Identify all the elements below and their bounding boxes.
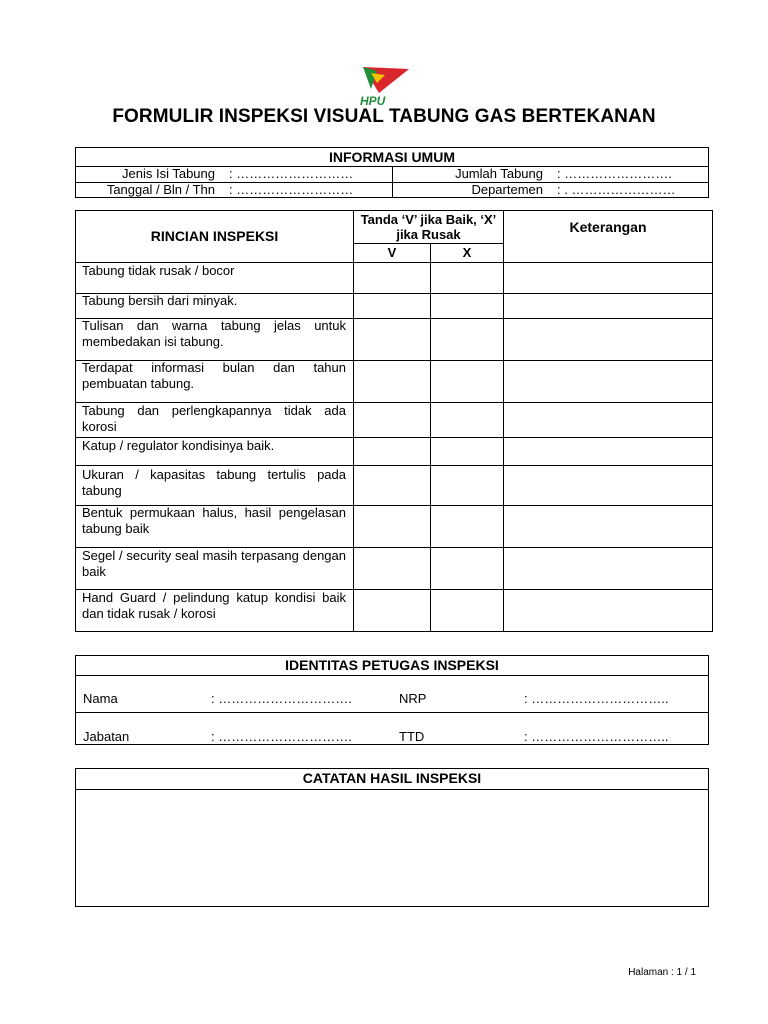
v-column-header: V [387,245,397,260]
ttd-field[interactable]: : ………………………….. [524,729,669,744]
inspection-item: Terdapat informasi bulan dan tahun pembuatan tabung. [82,360,346,391]
inspection-item: Tabung tidak rusak / bocor [82,263,235,278]
inspection-item: Ukuran / kapasitas tabung tertulis pada tabung [82,467,346,498]
inspection-item: Katup / regulator kondisinya baik. [82,438,275,453]
general-info-header: INFORMASI UMUM [329,149,455,165]
inspection-item: Hand Guard / pelindung katup kondisi baik dan tidak rusak / korosi [82,590,346,621]
inspection-item: Segel / security seal masih terpasang dengan baik [82,548,346,579]
mark-column-header: Tanda ‘V’ jika Baik, ‘X’ jika Rusak [360,212,497,242]
quantity-label: Jumlah Tabung [455,166,543,181]
note-column-header: Keterangan [569,219,647,235]
ttd-label: TTD [399,729,425,744]
inspector-header: IDENTITAS PETUGAS INSPEKSI [285,657,499,673]
date-label: Tanggal / Bln / Thn [106,182,215,197]
notes-section [75,768,709,907]
name-label: Nama [83,691,118,706]
inspection-item: Tabung bersih dari minyak. [82,293,238,308]
position-label: Jabatan [83,729,130,744]
company-logo [357,63,413,107]
type-field[interactable]: : ……………………… [229,166,354,181]
type-label: Jenis Isi Tabung [122,166,215,181]
department-field[interactable]: : . …………………… [557,182,676,197]
notes-area[interactable] [76,790,708,905]
department-label: Departemen [471,182,543,197]
inspector-section [75,655,709,745]
nrp-field[interactable]: : ………………………….. [524,691,669,706]
inspection-item: Bentuk permukaan halus, hasil pengelasan tabung baik [82,505,346,536]
name-field[interactable]: : …………………………. [211,691,352,706]
page-number: Halaman : 1 / 1 [628,967,696,978]
notes-header: CATATAN HASIL INSPEKSI [302,770,482,786]
date-field[interactable]: : ……………………… [229,182,354,197]
inspection-item: Tulisan dan warna tabung jelas untuk membedakan isi tabung. [82,318,346,349]
position-field[interactable]: : …………………………. [211,729,352,744]
inspection-item: Tabung dan perlengkapannya tidak ada korosi [82,403,346,434]
quantity-field[interactable]: : ……………………. [557,166,672,181]
logo-text: HPU [360,94,386,107]
form-title: FORMULIR INSPEKSI VISUAL TABUNG GAS BERTEKANAN [112,106,656,127]
nrp-label: NRP [399,691,427,706]
detail-column-header: RINCIAN INSPEKSI [150,228,279,244]
general-info-section [75,147,709,198]
x-column-header: X [462,245,472,260]
